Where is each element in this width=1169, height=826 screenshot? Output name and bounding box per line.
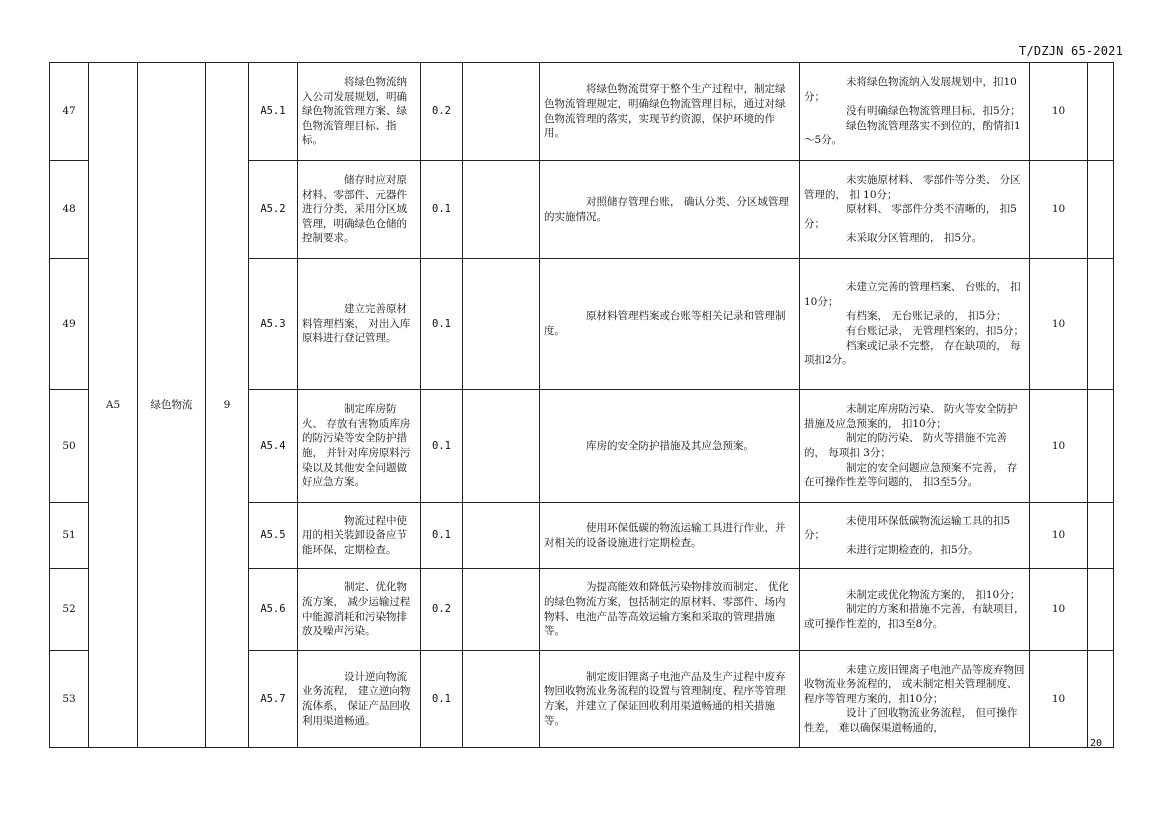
- criteria-cell: [800, 503, 1030, 569]
- criteria-line: 有台账记录， 无管理档案的，扣5分；: [846, 325, 1025, 337]
- row-number: 50: [50, 390, 89, 503]
- method-cell: [540, 390, 800, 503]
- full-score-cell: 10: [1030, 651, 1088, 748]
- criteria-cell: [800, 651, 1030, 748]
- blank-cell: [1088, 651, 1114, 748]
- criteria-line: 未实施原材料、 零部件等分类、 分区管理的， 扣 10分；: [804, 174, 1021, 201]
- criteria-cell: [800, 259, 1030, 390]
- full-score-cell: 10: [1030, 161, 1088, 259]
- criteria-line: 未将绿色物流纳入发展规划中，扣10分；: [804, 76, 1017, 103]
- item-code: A5.2: [249, 161, 298, 259]
- evaluation-table: [49, 62, 1114, 748]
- criteria-line: 未制定库房防污染、 防火等安全防护措施及应急预案的， 扣10分；: [804, 403, 1018, 430]
- weight-cell: 0.1: [421, 390, 463, 503]
- method-text: 库房的安全防护措施及其应急预案。: [586, 439, 754, 452]
- method-cell: [540, 651, 800, 748]
- criteria-line: 档案或记录不完整， 存在缺项的， 每项扣2分。: [804, 339, 1021, 367]
- requirement-cell: [298, 63, 421, 161]
- blank-cell: [463, 161, 540, 259]
- weight-cell: 0.2: [421, 63, 463, 161]
- method-cell: [540, 259, 800, 390]
- row-number: 52: [50, 569, 89, 651]
- requirement-text: 制定库房防火、 存放有害物质库房的防污染等安全防护措施， 并针对库房原料污染以及其他安全问题做好应急方案。: [302, 403, 411, 489]
- criteria-line: 未采取分区管理的， 扣5分。: [846, 232, 983, 245]
- requirement-cell: [298, 390, 421, 503]
- weight-cell: 0.2: [421, 569, 463, 651]
- criteria-line: 未建立完善的管理档案、 台账的， 扣10分；: [804, 281, 1021, 308]
- requirement-cell: [298, 569, 421, 651]
- blank-cell: [1088, 259, 1114, 390]
- weight-cell: 0.1: [421, 503, 463, 569]
- item-code: A5.3: [249, 259, 298, 390]
- method-text: 为提高能效和降低污染物排放而制定、 优化的绿色物流方案，包括制定的原材料、零部件、场内物料、电池产品等高效运输方案和采取的管理措施等。: [544, 581, 789, 638]
- blank-cell: [1088, 569, 1114, 651]
- blank-cell: [463, 651, 540, 748]
- criteria-line: 未使用环保低碳物流运输工具的扣5分；: [804, 514, 1011, 542]
- blank-cell: [463, 569, 540, 651]
- full-score-cell: 10: [1030, 569, 1088, 651]
- criteria-cell: [800, 63, 1030, 161]
- method-text: 将绿色物流贯穿于整个生产过程中，制定绿色物流管理规定，明确绿色物流管理目标，通过对绿色物流管理的落实，实现节约资源，保护环境的作用。: [544, 83, 786, 140]
- blank-cell: [1088, 390, 1114, 503]
- criteria-cell: [800, 569, 1030, 651]
- requirement-cell: [298, 651, 421, 748]
- requirement-text: 物流过程中使用的相关装卸设备应节能环保，定期检查。: [302, 514, 407, 556]
- table-row: [50, 63, 1114, 161]
- blank-cell: [463, 390, 540, 503]
- requirement-text: 设计逆向物流业务流程， 建立逆向物流体系， 保证产品回收利用渠道畅通。: [302, 670, 411, 727]
- full-score-cell: 10: [1030, 503, 1088, 569]
- document-code: T/DZJN 65-2021: [1019, 44, 1123, 58]
- criteria-cell: [800, 390, 1030, 503]
- blank-cell: [463, 503, 540, 569]
- blank-cell: [1088, 161, 1114, 259]
- full-score-cell: 10: [1030, 259, 1088, 390]
- item-code: A5.7: [249, 651, 298, 748]
- criteria-line: 制定的防污染、 防火等措施不完善的， 每项扣 3分；: [804, 432, 1007, 459]
- group-name: 绿色物流: [138, 63, 206, 748]
- weight-cell: 0.1: [421, 161, 463, 259]
- criteria-line: 未制定或优化物流方案的， 扣10分；: [846, 588, 1021, 601]
- row-number: 49: [50, 259, 89, 390]
- method-text: 对照储存管理台账， 确认分类、分区域管理的实施情况。: [544, 195, 789, 223]
- criteria-line: 有档案， 无台账记录的， 扣5分；: [846, 310, 1007, 323]
- row-number: 51: [50, 503, 89, 569]
- blank-cell: [1088, 63, 1114, 161]
- criteria-line: 原材料、 零部件分类不清晰的， 扣5分；: [804, 203, 1017, 230]
- requirement-text: 制定、优化物流方案， 减少运输过程中能源消耗和污染物排放及噪声污染。: [302, 581, 411, 638]
- blank-cell: [463, 63, 540, 161]
- criteria-line: 未进行定期检查的，扣5分。: [846, 543, 979, 556]
- item-code: A5.6: [249, 569, 298, 651]
- requirement-cell: [298, 161, 421, 259]
- criteria-line: 制定的方案和措施不完善，有缺项目，或可操作性差的，扣3至8分。: [804, 603, 1025, 630]
- method-text: 使用环保低碳的物流运输工具进行作业，并对相关的设备设施进行定期检查。: [544, 521, 786, 549]
- row-number: 48: [50, 161, 89, 259]
- requirement-text: 将绿色物流纳入公司发展规划，明确绿色物流管理方案、绿色物流管理目标、指标。: [302, 76, 407, 147]
- requirement-cell: [298, 259, 421, 390]
- criteria-line: 制定的安全问题应急预案不完善， 存在可操作性差等问题的， 扣3至5分。: [804, 461, 1018, 489]
- item-code: A5.4: [249, 390, 298, 503]
- requirement-cell: [298, 503, 421, 569]
- row-number: 53: [50, 651, 89, 748]
- criteria-line: 绿色物流管理落实不到位的，酌情扣1～5分。: [804, 119, 1021, 147]
- criteria-line: 没有明确绿色物流管理目标，扣5分；: [846, 105, 1021, 118]
- blank-cell: [463, 259, 540, 390]
- method-cell: [540, 569, 800, 651]
- full-score-cell: 10: [1030, 390, 1088, 503]
- item-code: A5.1: [249, 63, 298, 161]
- group-code: A5: [89, 63, 138, 748]
- page-number: 20: [1090, 738, 1103, 749]
- item-code: A5.5: [249, 503, 298, 569]
- criteria-cell: [800, 161, 1030, 259]
- weight-cell: 0.1: [421, 259, 463, 390]
- method-cell: [540, 503, 800, 569]
- full-score-cell: 10: [1030, 63, 1088, 161]
- group-score: 9: [206, 63, 249, 748]
- method-cell: [540, 63, 800, 161]
- weight-cell: 0.1: [421, 651, 463, 748]
- blank-cell: [1088, 503, 1114, 569]
- row-number: 47: [50, 63, 89, 161]
- method-text: 原材料管理档案或台账等相关记录和管理制度。: [544, 310, 786, 337]
- method-text: 制定废旧锂离子电池产品及生产过程中废弃物回收物流业务流程的设置与管理制度、程序等管理方案，并建立了保证回收利用渠道畅通的相关措施等。: [544, 670, 786, 727]
- criteria-line: 设计了回收物流业务流程， 但可操作性差， 难以确保渠道畅通的，: [804, 707, 1018, 734]
- criteria-line: 未建立废旧锂离子电池产品等废弃物回收物流业务流程的， 或未制定相关管理制度、 程序等管理方案的，扣10分；: [804, 663, 1025, 705]
- requirement-text: 建立完善原材料管理档案， 对出入库原料进行登记管理。: [302, 303, 411, 345]
- requirement-text: 储存时应对原材料、零部件、元器件进行分类，采用分区域管理，明确绿色仓储的控制要求。: [302, 174, 407, 245]
- method-cell: [540, 161, 800, 259]
